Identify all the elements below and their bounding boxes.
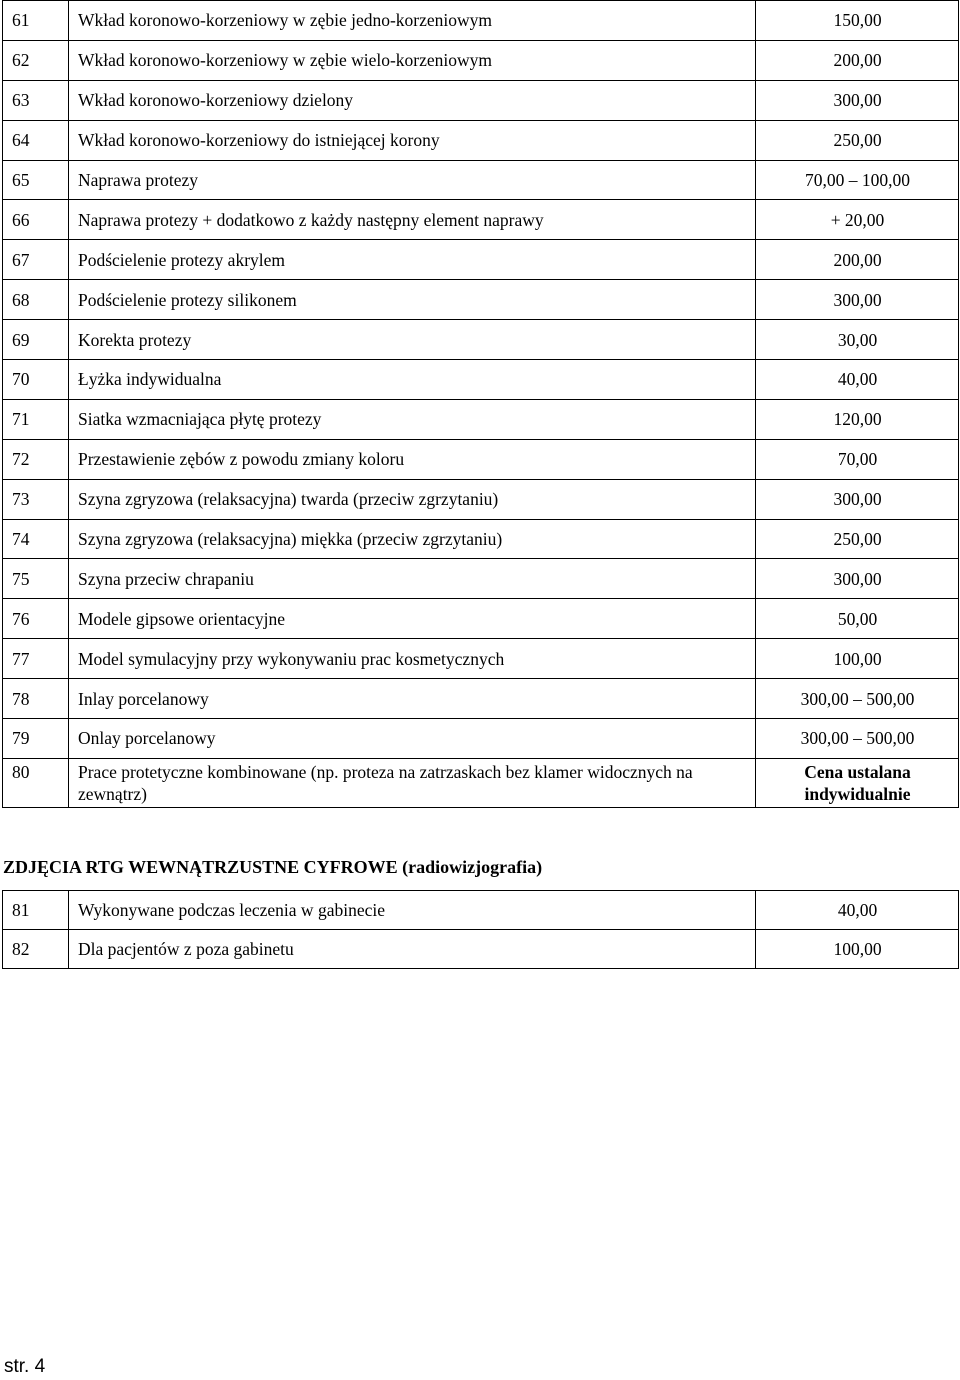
page-number: str. 4 <box>4 1356 46 1377</box>
row-description: Wkład koronowo-korzeniowy do istniejącej korony <box>69 120 756 160</box>
row-number: 72 <box>3 439 69 479</box>
row-number: 69 <box>3 320 69 360</box>
row-price: 70,00 <box>756 439 959 479</box>
row-number: 66 <box>3 200 69 240</box>
table-row <box>3 439 959 479</box>
table-row <box>3 120 959 160</box>
row-number: 74 <box>3 519 69 559</box>
row-description: Dla pacjentów z poza gabinetu <box>69 930 756 969</box>
table-row <box>3 599 959 639</box>
row-description: Przestawienie zębów z powodu zmiany koloru <box>69 439 756 479</box>
row-description: Naprawa protezy + dodatkowo z każdy następny element naprawy <box>69 200 756 240</box>
row-description: Podścielenie protezy silikonem <box>69 280 756 320</box>
row-number: 61 <box>3 1 69 41</box>
row-number: 65 <box>3 160 69 200</box>
table-row <box>3 1 959 41</box>
row-price: 300,00 – 500,00 <box>756 719 959 759</box>
row-number: 64 <box>3 120 69 160</box>
table-row <box>3 200 959 240</box>
table-row <box>3 519 959 559</box>
row-description: Inlay porcelanowy <box>69 679 756 719</box>
row-description: Wkład koronowo-korzeniowy w zębie jedno-korzeniowym <box>69 1 756 41</box>
row-price: 300,00 – 500,00 <box>756 679 959 719</box>
row-price: 30,00 <box>756 320 959 360</box>
table-row <box>3 758 959 807</box>
table-row <box>3 679 959 719</box>
row-number: 77 <box>3 639 69 679</box>
row-price: 150,00 <box>756 1 959 41</box>
row-price: 300,00 <box>756 280 959 320</box>
row-description: Modele gipsowe orientacyjne <box>69 599 756 639</box>
row-price: 300,00 <box>756 559 959 599</box>
row-number: 67 <box>3 240 69 280</box>
table-row <box>3 240 959 280</box>
row-description: Korekta protezy <box>69 320 756 360</box>
row-number: 76 <box>3 599 69 639</box>
row-number: 68 <box>3 280 69 320</box>
row-price: 100,00 <box>756 930 959 969</box>
row-price: 250,00 <box>756 519 959 559</box>
table-row <box>3 160 959 200</box>
row-description: Naprawa protezy <box>69 160 756 200</box>
table-row <box>3 891 959 930</box>
row-price: 300,00 <box>756 479 959 519</box>
row-number: 75 <box>3 559 69 599</box>
table-row <box>3 40 959 80</box>
row-number: 80 <box>3 758 69 807</box>
table-row <box>3 719 959 759</box>
row-description: Podścielenie protezy akrylem <box>69 240 756 280</box>
row-price: 200,00 <box>756 240 959 280</box>
row-price: 40,00 <box>756 360 959 400</box>
row-description: Model symulacyjny przy wykonywaniu prac kosmetycznych <box>69 639 756 679</box>
table-row <box>3 280 959 320</box>
table-row <box>3 930 959 969</box>
row-price: 50,00 <box>756 599 959 639</box>
table-row <box>3 559 959 599</box>
row-number: 71 <box>3 399 69 439</box>
row-price: Cena ustalana indywidualnie <box>756 758 959 807</box>
row-description: Szyna zgryzowa (relaksacyjna) miękka (przeciw zgrzytaniu) <box>69 519 756 559</box>
row-number: 82 <box>3 930 69 969</box>
table-row <box>3 399 959 439</box>
price-table-rtg <box>2 890 959 969</box>
row-price: 120,00 <box>756 399 959 439</box>
row-number: 81 <box>3 891 69 930</box>
row-description: Onlay porcelanowy <box>69 719 756 759</box>
row-number: 62 <box>3 40 69 80</box>
row-description: Wkład koronowo-korzeniowy w zębie wielo-korzeniowym <box>69 40 756 80</box>
row-description: Prace protetyczne kombinowane (np. proteza na zatrzaskach bez klamer widocznych na zewnątrz) <box>69 758 756 807</box>
price-table-prosthetics <box>2 0 959 808</box>
row-description: Łyżka indywidualna <box>69 360 756 400</box>
table-row <box>3 360 959 400</box>
table-row <box>3 639 959 679</box>
row-number: 70 <box>3 360 69 400</box>
row-description: Szyna zgryzowa (relaksacyjna) twarda (przeciw zgrzytaniu) <box>69 479 756 519</box>
row-number: 78 <box>3 679 69 719</box>
row-number: 73 <box>3 479 69 519</box>
row-price: 100,00 <box>756 639 959 679</box>
row-description: Wykonywane podczas leczenia w gabinecie <box>69 891 756 930</box>
row-price: 300,00 <box>756 80 959 120</box>
row-price: + 20,00 <box>756 200 959 240</box>
table-row <box>3 320 959 360</box>
table-row <box>3 479 959 519</box>
row-price: 200,00 <box>756 40 959 80</box>
row-price: 250,00 <box>756 120 959 160</box>
row-price: 40,00 <box>756 891 959 930</box>
row-description: Siatka wzmacniająca płytę protezy <box>69 399 756 439</box>
row-description: Szyna przeciw chrapaniu <box>69 559 756 599</box>
row-number: 63 <box>3 80 69 120</box>
row-price: 70,00 – 100,00 <box>756 160 959 200</box>
section-heading: ZDJĘCIA RTG WEWNĄTRZUSTNE CYFROWE (radiowizjografia) <box>3 857 543 877</box>
row-number: 79 <box>3 719 69 759</box>
table-row <box>3 80 959 120</box>
row-description: Wkład koronowo-korzeniowy dzielony <box>69 80 756 120</box>
